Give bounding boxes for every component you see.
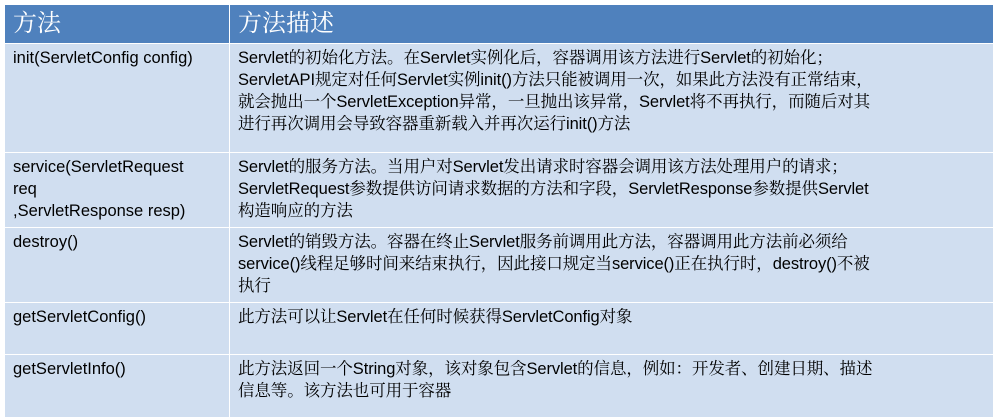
method-cell: destroy() [5, 228, 230, 303]
table-header-row [5, 5, 994, 44]
table-row [5, 228, 994, 303]
method-cell: getServletConfig() [5, 303, 230, 355]
description-cell: 此方法返回一个String对象，该对象包含Servlet的信息，例如：开发者、创建日期、描述 信息等。该方法也可用于容器 [230, 355, 994, 418]
table-row [5, 303, 994, 355]
method-cell: getServletInfo() [5, 355, 230, 418]
servlet-methods-table [4, 4, 994, 418]
table-row [5, 355, 994, 418]
header-method: 方法 [5, 5, 230, 44]
method-cell: init(ServletConfig config) [5, 44, 230, 153]
table-row [5, 153, 994, 228]
description-cell: Servlet的初始化方法。在Servlet实例化后，容器调用该方法进行Servlet的初始化； ServletAPI规定对任何Servlet实例init()方法只能被调用一次，如果此方法没有正常结束， 就会抛出一个ServletException异常，一旦抛出该异常，Servlet将不再执行，而随后对其 进行再次调用会导致容器重新载入并再次运行init()方法 [230, 44, 994, 153]
table-row [5, 44, 994, 153]
description-cell: Servlet的销毁方法。容器在终止Servlet服务前调用此方法，容器调用此方法前必须给 service()线程足够时间来结束执行，因此接口规定当service()正在执行时，destroy()不被 执行 [230, 228, 994, 303]
header-description: 方法描述 [230, 5, 994, 44]
description-cell: Servlet的服务方法。当用户对Servlet发出请求时容器会调用该方法处理用户的请求； ServletRequest参数提供访问请求数据的方法和字段，ServletResponse参数提供Servlet 构造响应的方法 [230, 153, 994, 228]
description-cell: 此方法可以让Servlet在任何时候获得ServletConfig对象 [230, 303, 994, 355]
method-cell: service(ServletRequest req ,ServletResponse resp) [5, 153, 230, 228]
